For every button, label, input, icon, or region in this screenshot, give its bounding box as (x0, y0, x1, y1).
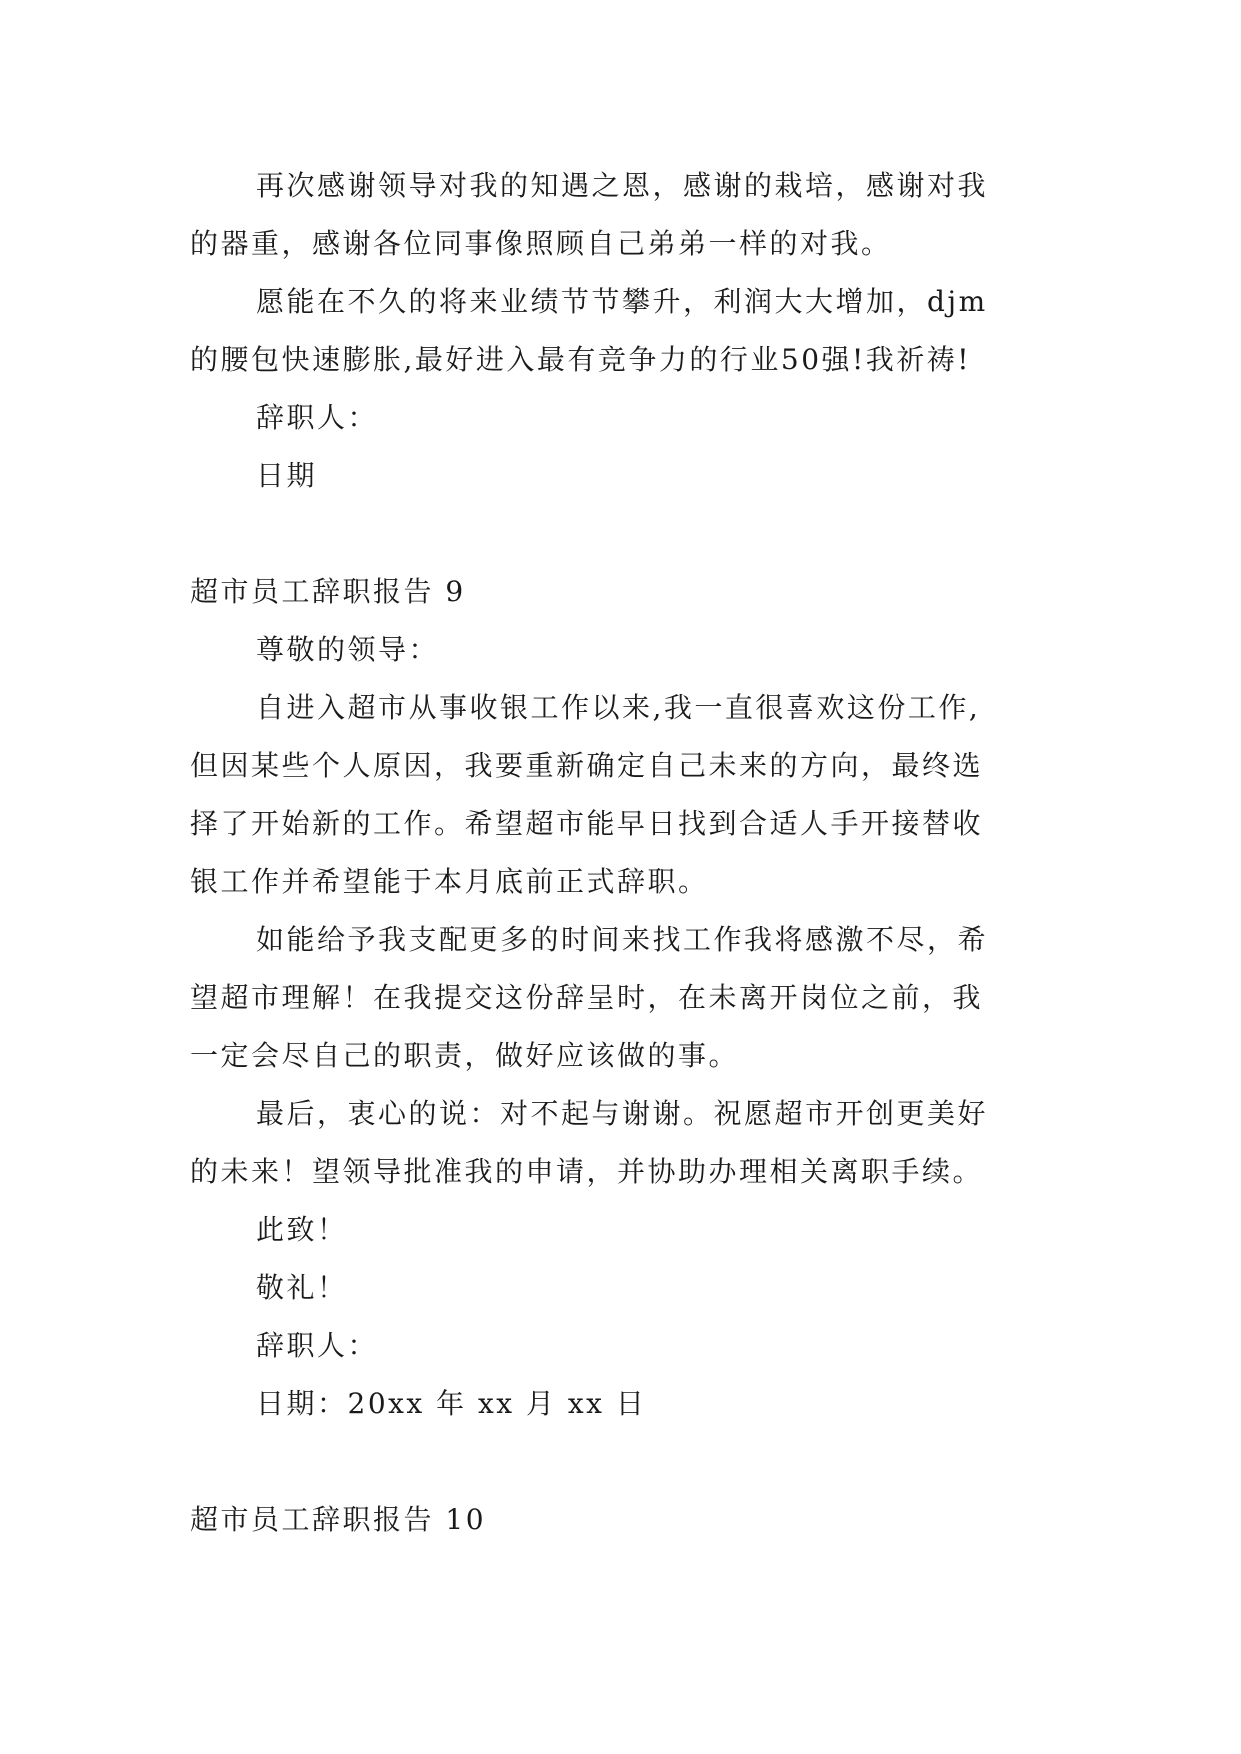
paragraph-line: 自进入超市从事收银工作以来,我一直很喜欢这份工作, (256, 691, 981, 724)
date-label: 日期 (256, 459, 318, 492)
section-heading: 超市员工辞职报告 10 (190, 1503, 487, 1536)
section-heading: 超市员工辞职报告 9 (190, 575, 466, 608)
paragraph-line: 望超市理解！在我提交这份辞呈时，在未离开岗位之前，我 (190, 981, 984, 1014)
signer-label: 辞职人： (256, 401, 379, 434)
paragraph-line: 的未来！望领导批准我的申请，并协助办理相关离职手续。 (190, 1155, 984, 1188)
paragraph-line: 再次感谢领导对我的知遇之恩，感谢的栽培，感谢对我 (256, 169, 989, 202)
paragraph-line: 的器重，感谢各位同事像照顾自己弟弟一样的对我。 (190, 227, 892, 260)
paragraph-line: 择了开始新的工作。希望超市能早日找到合适人手开接替收 (190, 807, 984, 840)
signer-label: 辞职人： (256, 1329, 379, 1362)
closing-line: 此致！ (256, 1213, 348, 1246)
paragraph-line: 的腰包快速膨胀,最好进入最有竞争力的行业50强!我祈祷! (190, 343, 972, 376)
paragraph-line: 最后，衷心的说：对不起与谢谢。祝愿超市开创更美好 (256, 1097, 989, 1130)
paragraph-line: 银工作并希望能于本月底前正式辞职。 (190, 865, 709, 898)
salutation: 尊敬的领导： (256, 633, 440, 666)
date-label: 日期：20xx 年 xx 月 xx 日 (256, 1387, 647, 1420)
paragraph-line: 愿能在不久的将来业绩节节攀升，利润大大增加，djm (256, 285, 988, 318)
paragraph-line: 如能给予我支配更多的时间来找工作我将感激不尽，希 (256, 923, 989, 956)
paragraph-line: 一定会尽自己的职责，做好应该做的事。 (190, 1039, 740, 1072)
paragraph-line: 但因某些个人原因，我要重新确定自己未来的方向，最终选 (190, 749, 984, 782)
closing-line: 敬礼！ (256, 1271, 348, 1304)
